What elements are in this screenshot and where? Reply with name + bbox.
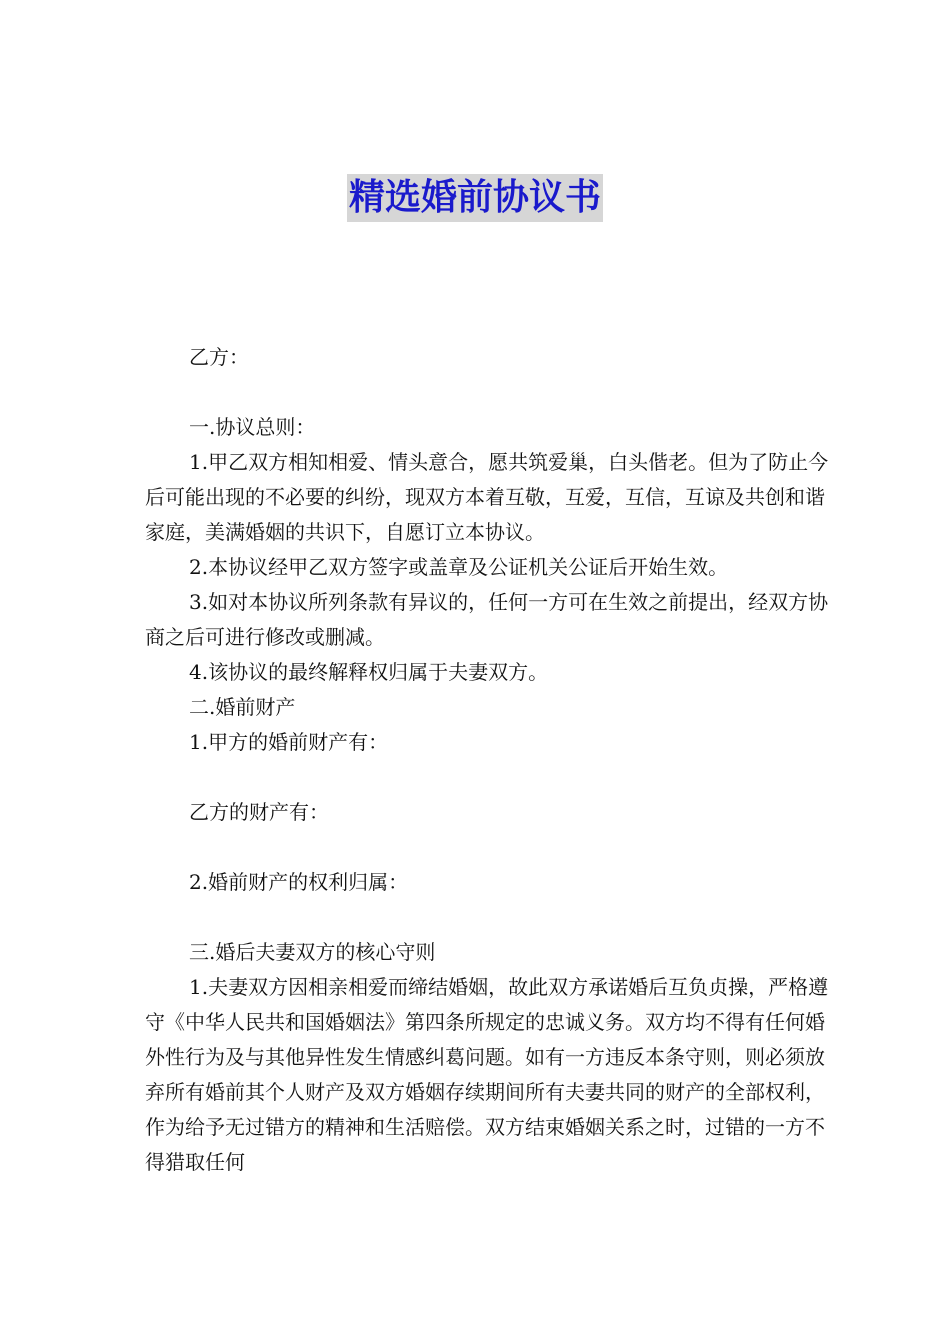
clause-general-1: 1.甲乙双方相知相爱、情头意合，愿共筑爱巢，白头偕老。但为了防止今后可能出现的不必要的纠纷，现双方本着互敬，互爱，互信，互谅及共创和谐家庭，美满婚姻的共识下，自愿订立本协议。	[145, 450, 829, 544]
document-title-text: 精选婚前协议书	[347, 174, 603, 222]
blank-line	[145, 900, 835, 935]
blank-line	[145, 760, 835, 795]
clause-general-3: 3.如对本协议所列条款有异议的，任何一方可在生效之前提出，经双方协商之后可进行修改或删减。	[145, 590, 829, 649]
clause-property-party-a: 1.甲方的婚前财产有：	[189, 730, 389, 754]
clause-general-4: 4.该协议的最终解释权归属于夫妻双方。	[189, 660, 549, 684]
clause-property-ownership: 2.婚前财产的权利归属：	[189, 870, 409, 894]
blank-line	[145, 375, 835, 410]
section-heading-premarital-property: 二.婚前财产	[189, 695, 296, 719]
document-title	[0, 174, 950, 222]
blank-line	[145, 830, 835, 865]
section-heading-core-rules: 三.婚后夫妻双方的核心守则	[189, 940, 436, 964]
clause-general-2: 2.本协议经甲乙双方签字或盖章及公证机关公证后开始生效。	[189, 555, 729, 579]
clause-core-rules-1: 1.夫妻双方因相亲相爱而缔结婚姻，故此双方承诺婚后互负贞操，严格遵守《中华人民共和国婚姻法》第四条所规定的忠诚义务。双方均不得有任何婚外性行为及与其他异性发生情感纠葛问题。如有一方违反本条守则，则必须放弃所有婚前其个人财产及双方婚姻存续期间所有夫妻共同的财产的全部权利，作为给予无过错方的精神和生活赔偿。双方结束婚姻关系之时，过错的一方不得猎取任何	[145, 975, 829, 1174]
party-b-label: 乙方：	[189, 345, 249, 369]
clause-property-party-b: 乙方的财产有：	[189, 800, 329, 824]
document-body	[145, 340, 835, 1180]
section-heading-general: 一.协议总则：	[189, 415, 316, 439]
